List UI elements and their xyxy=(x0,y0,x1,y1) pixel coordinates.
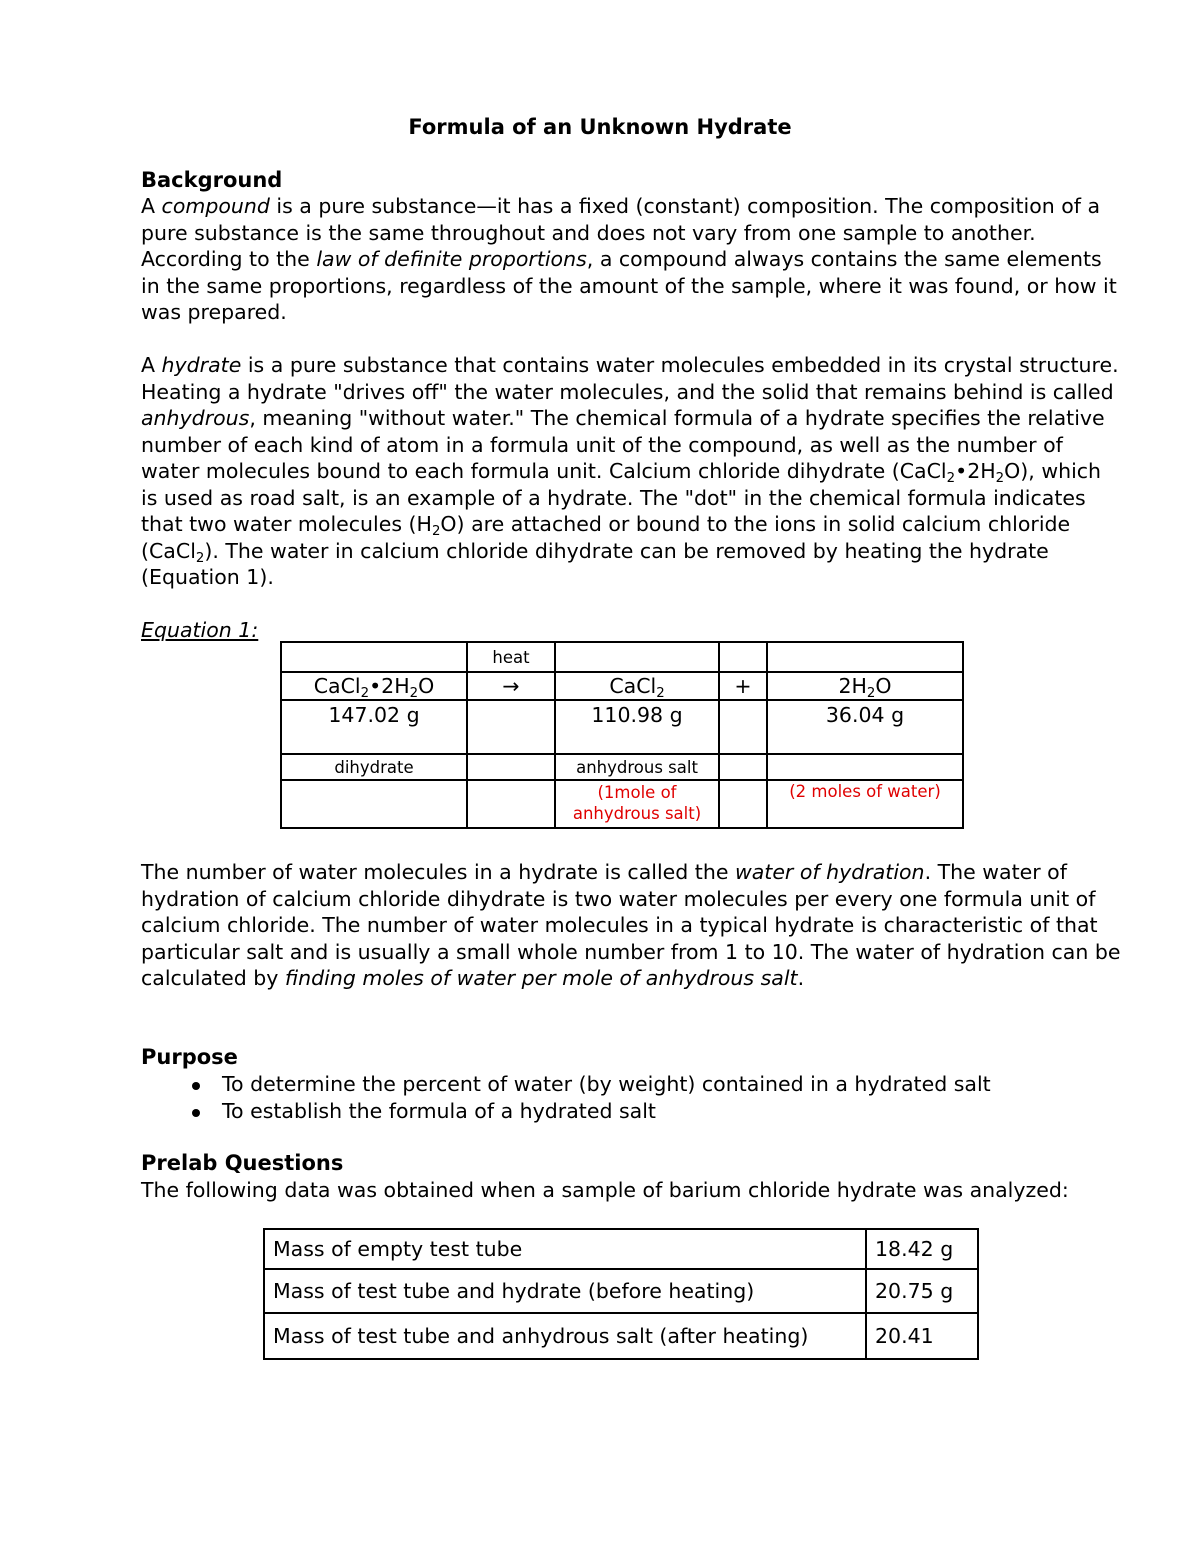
list-item: To establish the formula of a hydrated salt xyxy=(190,1098,991,1125)
product-2-formula: $2H_2O$ xyxy=(767,672,963,700)
term-compound: compound xyxy=(161,194,270,218)
hydration-paragraph: The number of water molecules in a hydrate is called the water of hydration. The water of hydration of calcium chloride dihydrate is two water molecules per every one formula unit of calcium chloride. The number of water molecules in a typical hydrate is characteristic of that particular salt and is usually a small whole number from 1 to 10. The water of hydration can be calculated by finding moles of water per mole of anhydrous salt. xyxy=(141,860,1121,990)
product-2-note: (2 moles of water) xyxy=(767,780,963,828)
reactant-formula: $CaCl_2•2H_2O$ xyxy=(281,672,467,700)
row-value: 20.75 g xyxy=(866,1269,978,1313)
term-anhydrous: anhydrous xyxy=(141,406,250,430)
row-value: 18.42 g xyxy=(866,1229,978,1269)
purpose-list xyxy=(190,1071,991,1125)
product-1-note: (1mole of anhydrous salt) xyxy=(555,780,719,828)
prelab-heading: Prelab Questions xyxy=(141,1151,344,1175)
table-row xyxy=(264,1313,978,1359)
row-value: 20.41 xyxy=(866,1313,978,1359)
term-law-of-definite-proportions: law of definite proportions xyxy=(316,247,587,271)
product-1-mass: 110.98 g xyxy=(555,700,719,754)
bullet-icon xyxy=(192,1082,200,1090)
product-1-name: anhydrous salt xyxy=(555,754,719,780)
term-moles-per-mole: finding moles of water per mole of anhydrous salt xyxy=(284,966,798,990)
term-hydrate: hydrate xyxy=(161,353,242,377)
background-paragraph-1: A compound is a pure substance—it has a fixed (constant) composition. The composition of a pure substance is the same throughout and does not vary from one sample to another. According to the law of definite proportions, a compound always contains the same elements in the same proportions, regardless of the amount of the sample, where it was found, or how it was prepared. xyxy=(141,194,1117,324)
background-paragraph-2: A hydrate is a pure substance that contains water molecules embedded in its crystal structure. Heating a hydrate "drives off" the water molecules, and the solid that remains behind is called anhydrous, meaning "without water." The chemical formula of a hydrate specifies the relative number of each kind of atom in a formula unit of the compound, as well as the number of water molecules bound to each formula unit. Calcium chloride dihydrate $(CaCl_2•2H_2O)$, which is used as road salt, is an example of a hydrate. The "dot" in the chemical formula indicates that two water molecules $(H_2O)$ are attached or bound to the ions in solid calcium chloride (CaCl$_2$). The water in calcium chloride dihydrate can be removed by heating the hydrate (Equation 1). xyxy=(141,353,1119,589)
bullet-icon xyxy=(192,1109,200,1117)
reactant-mass: 147.02 g xyxy=(281,700,467,754)
prelab-data-table xyxy=(263,1228,979,1360)
purpose-heading: Purpose xyxy=(141,1045,238,1069)
heat-label: heat xyxy=(467,642,555,672)
page-title: Formula of an Unknown Hydrate xyxy=(408,115,792,139)
reactant-name: dihydrate xyxy=(281,754,467,780)
equation-table xyxy=(280,641,964,829)
plus-sign: + xyxy=(719,672,767,700)
background-heading: Background xyxy=(141,168,283,192)
reaction-arrow: → xyxy=(467,672,555,700)
table-row xyxy=(264,1229,978,1269)
term-water-of-hydration: water of hydration xyxy=(734,860,925,884)
row-label: Mass of test tube and anhydrous salt (after heating) xyxy=(264,1313,866,1359)
list-item: To determine the percent of water (by weight) contained in a hydrated salt xyxy=(190,1071,991,1098)
product-2-mass: 36.04 g xyxy=(767,700,963,754)
equation-label: Equation 1: xyxy=(141,618,259,642)
row-label: Mass of empty test tube xyxy=(264,1229,866,1269)
table-row xyxy=(264,1269,978,1313)
product-1-formula: CaCl$_2$ xyxy=(555,672,719,700)
prelab-intro: The following data was obtained when a sample of barium chloride hydrate was analyzed: xyxy=(141,1178,1069,1202)
row-label: Mass of test tube and hydrate (before heating) xyxy=(264,1269,866,1313)
